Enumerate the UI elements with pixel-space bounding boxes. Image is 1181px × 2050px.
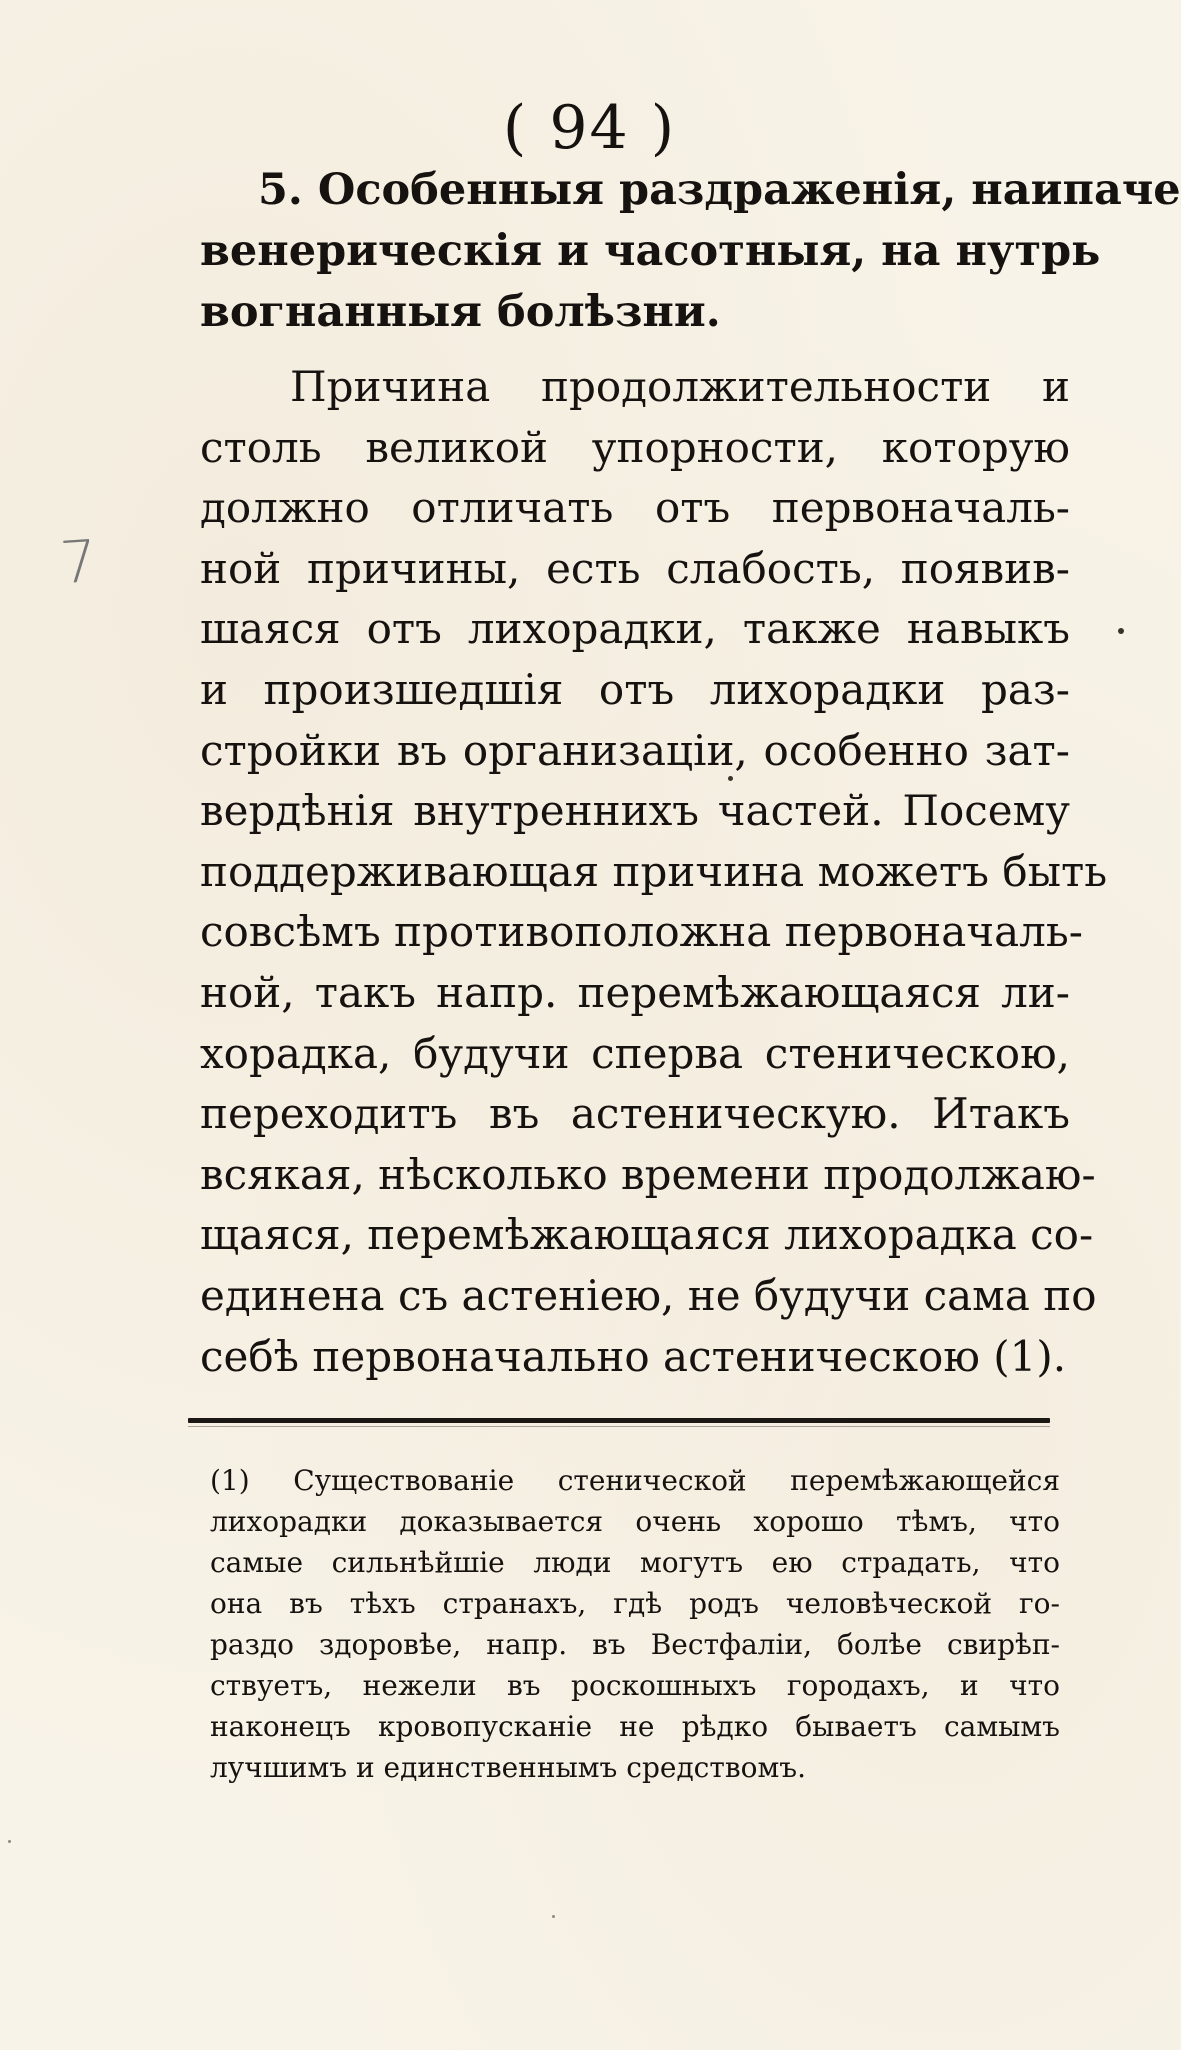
ink-dot bbox=[1118, 628, 1124, 634]
footnote-line: лихорадки доказывается очень хорошо тѣмъ, что bbox=[210, 1505, 1060, 1538]
body-line: совсѣмъ противоположна первоначаль- bbox=[200, 907, 1083, 957]
body-line: переходитъ въ астеническую. Итакъ bbox=[200, 1089, 1070, 1139]
footnote-line: самые сильнѣйшіе люди могутъ ею страдать, что bbox=[210, 1546, 1060, 1579]
footnote bbox=[210, 1460, 1060, 1788]
body-line: столь великой упорности, которую bbox=[200, 422, 1070, 472]
body-line: вердѣнія внутреннихъ частей. Посему bbox=[200, 786, 1070, 836]
body-line: и произшедшія отъ лихорадки раз- bbox=[200, 664, 1070, 714]
section-heading bbox=[200, 160, 1181, 343]
paper-speck bbox=[8, 1840, 11, 1843]
footnote-line: раздо здоровѣе, напр. въ Вестфаліи, болѣе свирѣп- bbox=[210, 1628, 1060, 1661]
footnote-line: (1) Существованіе стенической перемѣжающейся bbox=[210, 1464, 1060, 1497]
footnote-divider-shadow bbox=[188, 1426, 1050, 1427]
footnote-line: лучшимъ и единственнымъ средствомъ. bbox=[210, 1751, 806, 1784]
footnote-line: ствуетъ, нежели въ роскошныхъ городахъ, и что bbox=[210, 1669, 1060, 1702]
body-line: стройки въ организаціи, особенно зат- bbox=[200, 725, 1070, 775]
body-line: поддерживающая причина можетъ быть bbox=[200, 846, 1108, 896]
body-line: шаяся отъ лихорадки, также навыкъ bbox=[200, 604, 1070, 654]
body-paragraph bbox=[200, 357, 1108, 1387]
body-line: ной причины, есть слабость, появив- bbox=[200, 543, 1070, 593]
heading-line: 5. Особенныя раздраженія, наипаче bbox=[258, 165, 1181, 215]
body-line: ной, такъ напр. перемѣжающаяся ли- bbox=[200, 967, 1070, 1017]
footnote-line: наконецъ кровопусканіе не рѣдко бываетъ самымъ bbox=[210, 1710, 1060, 1743]
body-line: Причина продолжительности и bbox=[290, 362, 1070, 411]
body-line: всякая, нѣсколько времени продолжаю- bbox=[200, 1149, 1096, 1199]
footnote-divider bbox=[188, 1418, 1050, 1423]
page-number: ( 94 ) bbox=[502, 93, 677, 163]
paper-speck bbox=[552, 1915, 555, 1918]
body-line: единена съ астеніею, не будучи сама по bbox=[200, 1270, 1097, 1320]
body-line: щаяся, перемѣжающаяся лихорадка со- bbox=[200, 1210, 1094, 1260]
heading-line: вогнанныя болѣзни. bbox=[200, 287, 721, 337]
body-line: должно отличать отъ первоначаль- bbox=[200, 483, 1070, 533]
body-line: хорадка, будучи сперва стеническою, bbox=[200, 1028, 1070, 1078]
body-line: себѣ первоначально астеническою (1). bbox=[200, 1331, 1067, 1381]
heading-line: венерическія и часотныя, на нутрь bbox=[200, 226, 1101, 276]
footnote-line: она въ тѣхъ странахъ, гдѣ родъ человѣческой го- bbox=[210, 1587, 1060, 1620]
margin-pencil-mark: 7 bbox=[57, 526, 100, 598]
ink-dot bbox=[728, 776, 733, 781]
